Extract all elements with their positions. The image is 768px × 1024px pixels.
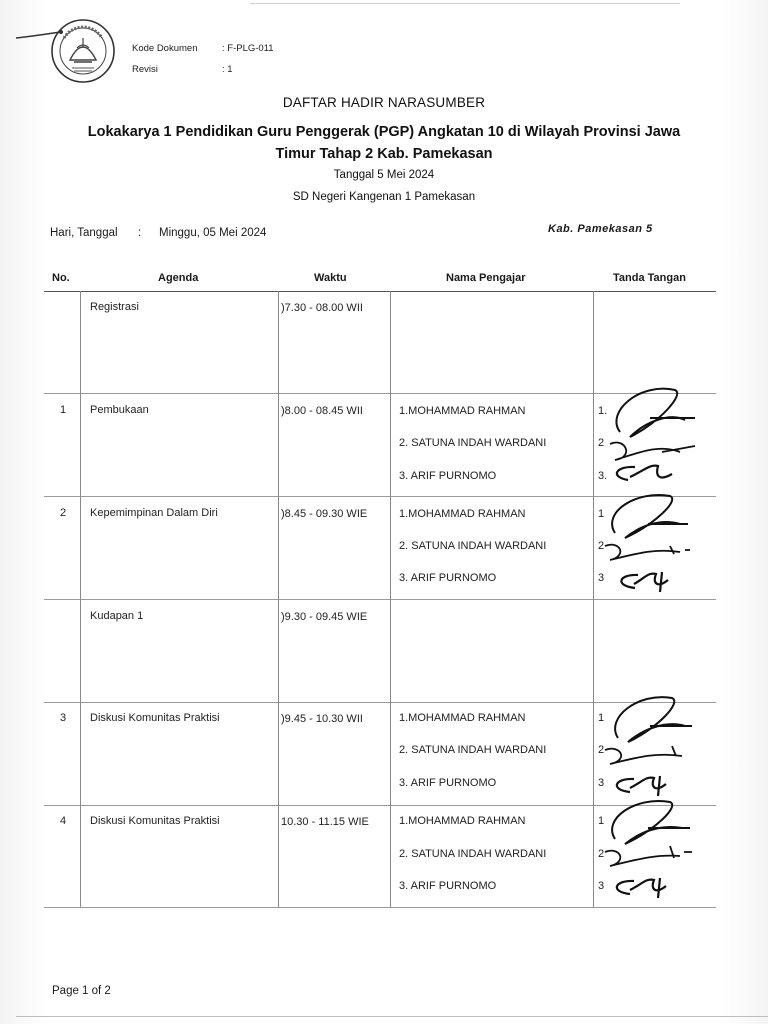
agenda-diskusi: Diskusi Komunitas Praktisi (90, 815, 220, 827)
agenda-kepemimpinan: Kepemimpinan Dalam Diri (90, 507, 218, 519)
document-heading: DAFTAR HADIR NARASUMBER (282, 95, 486, 110)
waktu-diskusi: 10.30 - 11.15 WIE (281, 816, 369, 828)
kode-dokumen-label: Kode Dokumen (132, 43, 198, 54)
pengajar-name: 1.MOHAMMAD RAHMAN (399, 508, 526, 520)
row-no-4: 4 (60, 815, 67, 827)
col-header-ttd: Tanda Tangan (613, 272, 686, 284)
signature-number: 3 (598, 880, 605, 892)
col-header-agenda: Agenda (158, 272, 199, 284)
row-no-2: 2 (60, 507, 67, 519)
table-header-rule (44, 291, 716, 292)
signature-group (600, 382, 710, 492)
pengajar-name: 3. ARIF PURNOMO (399, 880, 497, 892)
agenda-registrasi: Registrasi (90, 301, 139, 313)
kode-dokumen-value: : F-PLG-011 (222, 43, 274, 54)
pengajar-name: 1.MOHAMMAD RAHMAN (399, 712, 526, 724)
pengajar-name: 2. SATUNA INDAH WARDANI (399, 437, 547, 449)
waktu-diskusi: )9.45 - 10.30 WII (281, 713, 363, 725)
column-divider (278, 291, 279, 907)
pengajar-name: 3. ARIF PURNOMO (399, 470, 497, 482)
event-title-line2: Timur Tahap 2 Kab. Pamekasan (275, 146, 493, 162)
table-bottom-rule (44, 907, 716, 908)
event-title-line1: Lokakarya 1 Pendidikan Guru Penggerak (PGP) Angkatan 10 di Wilayah Provinsi Jawa (87, 124, 681, 140)
day-label: Hari, Tanggal (50, 227, 118, 239)
revisi-value: : 1 (222, 64, 233, 75)
top-scan-line (250, 3, 680, 4)
pengajar-name: 3. ARIF PURNOMO (399, 777, 497, 789)
page-number: Page 1 of 2 (52, 985, 111, 997)
agenda-kudapan: Kudapan 1 (90, 610, 144, 622)
revisi-label: Revisi (132, 64, 158, 75)
column-divider (80, 291, 81, 907)
col-header-no: No. (52, 272, 70, 284)
signature-number: 1 (598, 508, 605, 520)
pengajar-name: 2. SATUNA INDAH WARDANI (399, 848, 547, 860)
day-value: Minggu, 05 Mei 2024 (159, 227, 267, 239)
pengajar-name: 3. ARIF PURNOMO (399, 572, 497, 584)
column-divider (593, 291, 594, 907)
signature-number: 1 (598, 712, 605, 724)
event-date: Tanggal 5 Mei 2024 (333, 169, 435, 181)
agenda-diskusi: Diskusi Komunitas Praktisi (90, 712, 220, 724)
signature-number: 1 (598, 815, 605, 827)
signature-number: 2 (598, 744, 605, 756)
signature-number: 3 (598, 777, 605, 789)
signature-number: 2 (598, 437, 605, 449)
pen-stroke-mark (14, 24, 64, 44)
row-no-1: 1 (60, 404, 67, 416)
kab-stamp-text: Kab. Pamekasan 5 (548, 223, 653, 235)
signature-number: 2 (598, 848, 605, 860)
pengajar-name: 1.MOHAMMAD RAHMAN (399, 405, 526, 417)
school-name: SD Negeri Kangenan 1 Pamekasan (292, 191, 476, 203)
signature-number: 1. (598, 405, 608, 417)
waktu-registrasi: )7.30 - 08.00 WII (281, 302, 363, 314)
signature-group (600, 794, 710, 904)
signature-number: 3. (598, 470, 608, 482)
pengajar-name: 2. SATUNA INDAH WARDANI (399, 744, 547, 756)
col-header-nama: Nama Pengajar (446, 272, 526, 284)
row-divider (44, 599, 716, 600)
pengajar-name: 1.MOHAMMAD RAHMAN (399, 815, 526, 827)
signature-group (600, 488, 710, 598)
bottom-scan-line (16, 1016, 768, 1017)
signature-number: 2 (598, 540, 605, 552)
waktu-pembukaan: )8.00 - 08.45 WII (281, 405, 363, 417)
signature-group (600, 690, 710, 800)
agenda-pembukaan: Pembukaan (90, 404, 149, 416)
waktu-kudapan: )9.30 - 09.45 WIE (281, 611, 368, 623)
col-header-waktu: Waktu (314, 272, 347, 284)
day-separator: : (138, 227, 142, 239)
row-no-3: 3 (60, 712, 67, 724)
signature-number: 3 (598, 572, 605, 584)
column-divider (390, 291, 391, 907)
pengajar-name: 2. SATUNA INDAH WARDANI (399, 540, 547, 552)
waktu-kepemimpinan: )8.45 - 09.30 WIE (281, 508, 368, 520)
